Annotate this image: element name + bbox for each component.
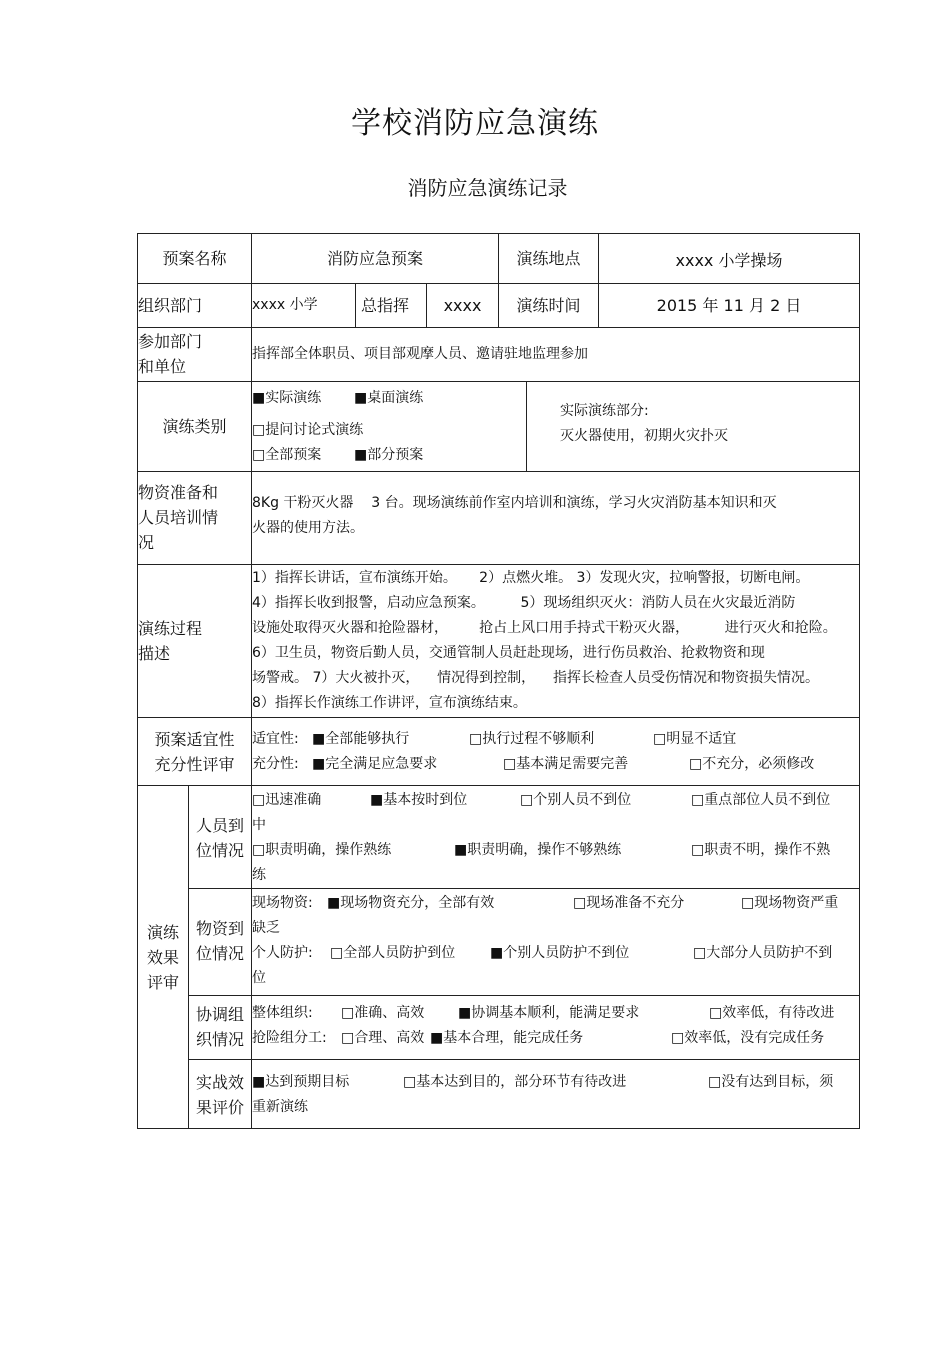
row-divider <box>137 471 860 472</box>
preparation-value: 8Kg 干粉灭火器 3 台。现场演练前作室内培训和演练，学习火灾消防基本知识和灭 火器的使用方法。 <box>252 495 777 536</box>
table-border-bottom <box>137 1128 860 1129</box>
org-label: 组织部门 <box>138 296 203 315</box>
participants-label-line2: 和单位 <box>138 357 187 376</box>
process-description <box>252 566 859 716</box>
time-label: 演练时间 <box>516 296 581 315</box>
plan-name-label: 预案名称 <box>162 249 227 268</box>
col-divider <box>526 381 527 472</box>
option-tabletop-drill: ■桌面演练 <box>354 390 424 406</box>
drill-type-label: 演练类别 <box>162 417 227 436</box>
row-divider <box>137 564 860 565</box>
plan-name-value: 消防应急预案 <box>326 249 423 268</box>
commander-label: 总指挥 <box>361 296 410 315</box>
option-discussion-drill: □提问讨论式演练 <box>252 422 364 438</box>
coordination-label: 协调组 织情况 <box>195 1005 244 1049</box>
suitability-label: 预案适宜性 充分性评审 <box>154 730 235 774</box>
process-line: 6）卫生员，物资后勤人员，交通管制人员赶赴现场，进行伤员救治、抢救物资和现 <box>252 645 765 661</box>
actual-effect-label: 实战效 果评价 <box>195 1073 244 1117</box>
process-label: 演练过程 描述 <box>138 619 203 663</box>
process-line: 场警戒。 7）大火被扑灭， 情况得到控制， 指挥长检查人员受伤情况和物资损失情况。 <box>252 670 819 686</box>
evaluation-label: 演练 效果 评审 <box>146 923 179 992</box>
time-value: 2015 年 11 月 2 日 <box>656 296 802 315</box>
row-divider <box>137 717 860 718</box>
process-line: 设施处取得灭火器和抢险器材， 抢占上风口用手持式干粉灭火器， 进行灭火和抢险。 <box>252 620 837 636</box>
document-subtitle: 消防应急演练记录 <box>407 176 568 200</box>
actual-drill-part-detail: 灭火器使用，初期火灾扑灭 <box>560 428 728 444</box>
participants-label <box>138 329 251 381</box>
participants-label-line1: 参加部门 <box>138 332 203 351</box>
personnel-label: 人员到 位情况 <box>195 816 244 860</box>
document-title: 学校消防应急演练 <box>351 106 599 141</box>
row-divider <box>188 888 860 889</box>
location-label: 演练地点 <box>516 249 581 268</box>
option-partial-plan: ■部分预案 <box>354 447 424 463</box>
location-value: xxxx 小学操场 <box>675 251 783 270</box>
actual-drill-part <box>560 399 850 459</box>
materials-label: 物资到 位情况 <box>195 919 244 963</box>
preparation-label: 物资准备和 人员培训情 况 <box>138 483 219 552</box>
commander-value: xxxx <box>443 296 482 315</box>
row-divider <box>137 785 860 786</box>
process-line: 8）指挥长作演练工作讲评，宣布演练结束。 <box>252 695 527 711</box>
col-divider <box>355 283 356 328</box>
coordination-value: 整体组织: □准确、高效 ■协调基本顺利，能满足要求 □效率低，有待改进 抢险组分工: □合理、高效 ■基本合理，能完成任务 □效率低，没有完成任务 <box>252 1005 835 1046</box>
drill-type-options <box>252 386 526 471</box>
personnel-value: □迅速准确 ■基本按时到位 □个别人员不到位 □重点部位人员不到位 中 □职责明确，操作熟练 ■职责明确，操作不够熟练 □职责不明，操作不熟 练 <box>252 792 831 883</box>
materials-value: 现场物资: ■现场物资充分，全部有效 □现场准备不充分 □现场物资严重 缺乏 个人防护: □全部人员防护到位 ■个别人员防护不到位 □大部分人员防护不到 位 <box>252 895 839 986</box>
table-border-right <box>859 233 860 1129</box>
participants-value: 指挥部全体职员、项目部观摩人员、邀请驻地监理参加 <box>252 346 588 362</box>
actual-effect-value: ■达到预期目标 □基本达到目的，部分环节有待改进 □没有达到目标，须 重新演练 <box>252 1074 834 1115</box>
process-line: 4）指挥长收到报警，启动应急预案。 5）现场组织灭火：消防人员在火灾最近消防 <box>252 595 796 611</box>
option-full-plan: □全部预案 <box>252 447 322 463</box>
process-line: 1）指挥长讲话，宣布演练开始。 2）点燃火堆。 3）发现火灾，拉响警报，切断电闸。 <box>252 570 810 586</box>
row-divider <box>188 1059 860 1060</box>
suitability-value: 适宜性: ■全部能够执行 □执行过程不够顺利 □明显不适宜 充分性: ■完全满足应急要求 □基本满足需要完善 □不充分，必须修改 <box>252 731 815 772</box>
org-value: xxxx 小学 <box>252 297 318 313</box>
row-divider <box>188 995 860 996</box>
actual-drill-part-title: 实际演练部分: <box>560 403 649 419</box>
option-actual-drill: ■实际演练 <box>252 390 322 406</box>
